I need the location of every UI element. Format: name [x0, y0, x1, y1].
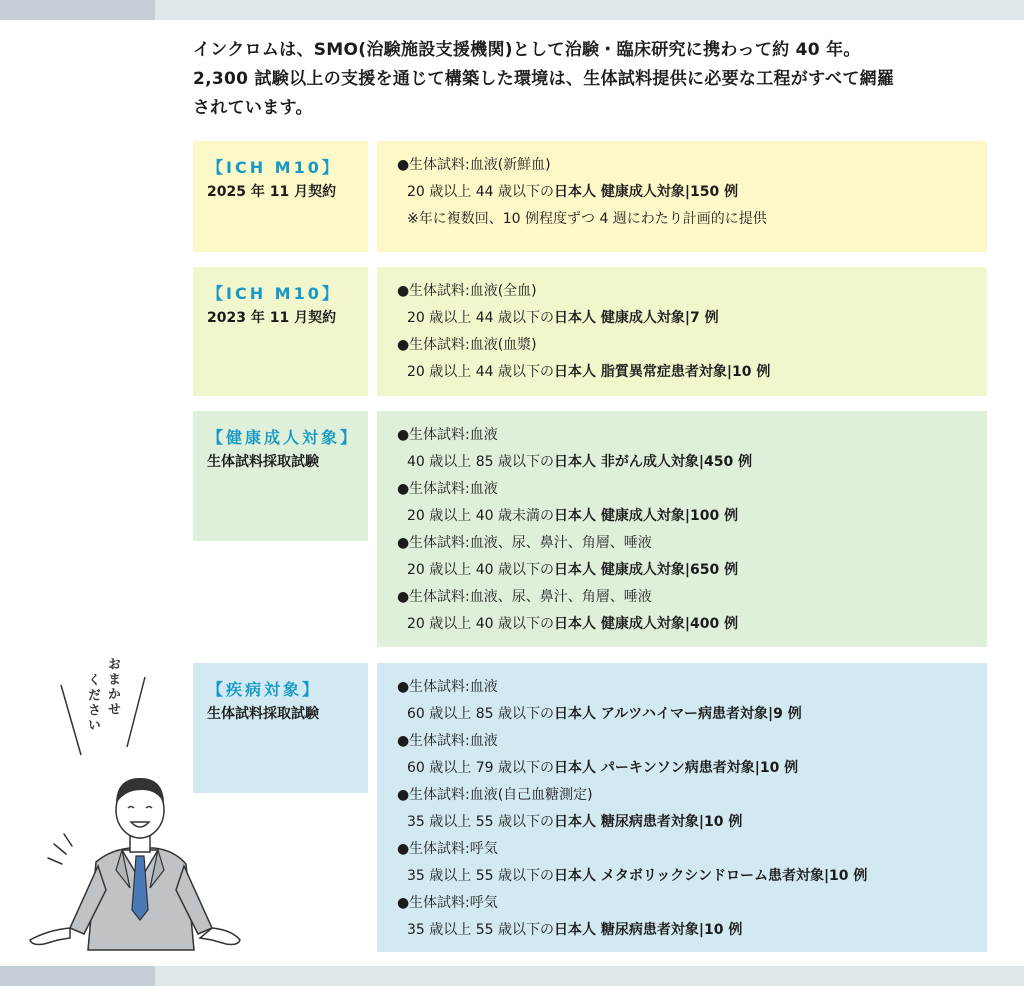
item-bold: 日本人 脂質異常症患者対象|10 例 — [553, 364, 771, 380]
section-label-subtitle: 2025 年 11 月契約 — [207, 184, 337, 200]
intro-text — [193, 36, 1003, 123]
section-content-ich-m10-2025 — [377, 141, 987, 252]
speech-line-2: ください — [85, 673, 100, 733]
item-head: 生体試料:血液 — [409, 427, 498, 443]
item-head: 生体試料:血液 — [409, 733, 498, 749]
section-label-title: 【疾病対象】 — [207, 680, 322, 699]
item-head: 生体試料:血液 — [409, 679, 498, 695]
item-head: 生体試料:血液、尿、鼻汁、角層、唾液 — [409, 589, 652, 605]
item-head: 生体試料:呼気 — [409, 841, 498, 857]
item-head: 生体試料:血液(自己血糖測定) — [409, 787, 593, 803]
bullet-icon: ● — [397, 679, 410, 695]
bullet-icon: ● — [397, 733, 410, 749]
item-prefix: 20 歳以上 40 歳未満の — [407, 508, 554, 524]
bottom-decorative-bar — [0, 966, 1024, 986]
item-bold: 日本人 健康成人対象|150 例 — [553, 184, 739, 200]
item-head: 生体試料:血液(血漿) — [409, 337, 537, 353]
section-label-title: 【ICH M10】 — [207, 284, 341, 303]
section-label-subtitle: 生体試料採取試験 — [207, 706, 319, 722]
list-item — [397, 152, 987, 233]
section-label-ich-m10-2023 — [193, 267, 368, 396]
bullet-icon: ● — [397, 895, 410, 911]
section-label-subtitle: 2023 年 11 月契約 — [207, 310, 337, 326]
section-label-title: 【健康成人対象】 — [207, 428, 360, 447]
businessman-illustration — [18, 770, 243, 960]
list-item — [397, 782, 987, 836]
item-bold: 日本人 メタボリックシンドローム患者対象|10 例 — [553, 868, 868, 884]
bullet-icon: ● — [397, 787, 410, 803]
item-prefix: 60 歳以上 79 歳以下の — [407, 760, 554, 776]
item-bold: 日本人 アルツハイマー病患者対象|9 例 — [553, 706, 802, 722]
bullet-icon: ● — [397, 481, 410, 497]
speech-bubble — [55, 655, 155, 775]
item-prefix: 20 歳以上 44 歳以下の — [407, 364, 554, 380]
item-prefix: 40 歳以上 85 歳以下の — [407, 454, 554, 470]
bottom-bar-accent — [0, 966, 155, 986]
item-bold: 日本人 健康成人対象|100 例 — [553, 508, 739, 524]
item-head: 生体試料:血液(全血) — [409, 283, 537, 299]
list-item — [397, 890, 987, 944]
list-item — [397, 836, 987, 890]
section-content-healthy-adult — [377, 411, 987, 647]
item-prefix: 20 歳以上 44 歳以下の — [407, 184, 554, 200]
item-prefix: 20 歳以上 44 歳以下の — [407, 310, 554, 326]
list-item — [397, 728, 987, 782]
bullet-icon: ● — [397, 589, 410, 605]
item-bold: 日本人 健康成人対象|7 例 — [553, 310, 719, 326]
bullet-icon: ● — [397, 841, 410, 857]
item-head: 生体試料:血液、尿、鼻汁、角層、唾液 — [409, 535, 652, 551]
item-bold: 日本人 健康成人対象|400 例 — [553, 616, 739, 632]
list-item — [397, 530, 987, 584]
item-bold: 日本人 非がん成人対象|450 例 — [553, 454, 753, 470]
intro-line-3: されています。 — [193, 98, 313, 118]
intro-line-2: 2,300 試験以上の支援を通じて構築した環境は、生体試料提供に必要な工程がすべて網羅 — [193, 69, 895, 89]
section-label-subtitle: 生体試料採取試験 — [207, 454, 319, 470]
item-prefix: 20 歳以上 40 歳以下の — [407, 562, 554, 578]
bullet-icon: ● — [397, 337, 410, 353]
list-item — [397, 674, 987, 728]
bullet-icon: ● — [397, 283, 410, 299]
section-label-title: 【ICH M10】 — [207, 158, 341, 177]
item-bold: 日本人 パーキンソン病患者対象|10 例 — [553, 760, 799, 776]
intro-line-1: インクロムは、SMO(治験施設支援機関)として治験・臨床研究に携わって約 40 年。 — [193, 40, 861, 60]
item-prefix: 35 歳以上 55 歳以下の — [407, 868, 554, 884]
item-bold: 日本人 健康成人対象|650 例 — [553, 562, 739, 578]
section-label-ich-m10-2025 — [193, 141, 368, 252]
list-item — [397, 422, 987, 476]
list-item — [397, 584, 987, 638]
list-item — [397, 476, 987, 530]
top-decorative-bar — [0, 0, 1024, 20]
bullet-icon: ● — [397, 427, 410, 443]
bullet-icon: ● — [397, 535, 410, 551]
item-head: 生体試料:血液 — [409, 481, 498, 497]
section-content-ich-m10-2023 — [377, 267, 987, 396]
top-bar-accent — [0, 0, 155, 20]
item-prefix: 60 歳以上 85 歳以下の — [407, 706, 554, 722]
list-item — [397, 332, 987, 386]
section-content-disease — [377, 663, 987, 952]
item-head: 生体試料:血液(新鮮血) — [409, 157, 551, 173]
speech-line-1: おまかせ — [105, 657, 120, 717]
item-note: ※年に複数回、10 例程度ずつ 4 週にわたり計画的に提供 — [407, 211, 767, 227]
item-bold: 日本人 糖尿病患者対象|10 例 — [553, 922, 743, 938]
item-head: 生体試料:呼気 — [409, 895, 498, 911]
section-label-healthy-adult — [193, 411, 368, 541]
item-prefix: 35 歳以上 55 歳以下の — [407, 814, 554, 830]
item-prefix: 20 歳以上 40 歳以下の — [407, 616, 554, 632]
item-prefix: 35 歳以上 55 歳以下の — [407, 922, 554, 938]
item-bold: 日本人 糖尿病患者対象|10 例 — [553, 814, 743, 830]
bullet-icon: ● — [397, 157, 410, 173]
list-item — [397, 278, 987, 332]
